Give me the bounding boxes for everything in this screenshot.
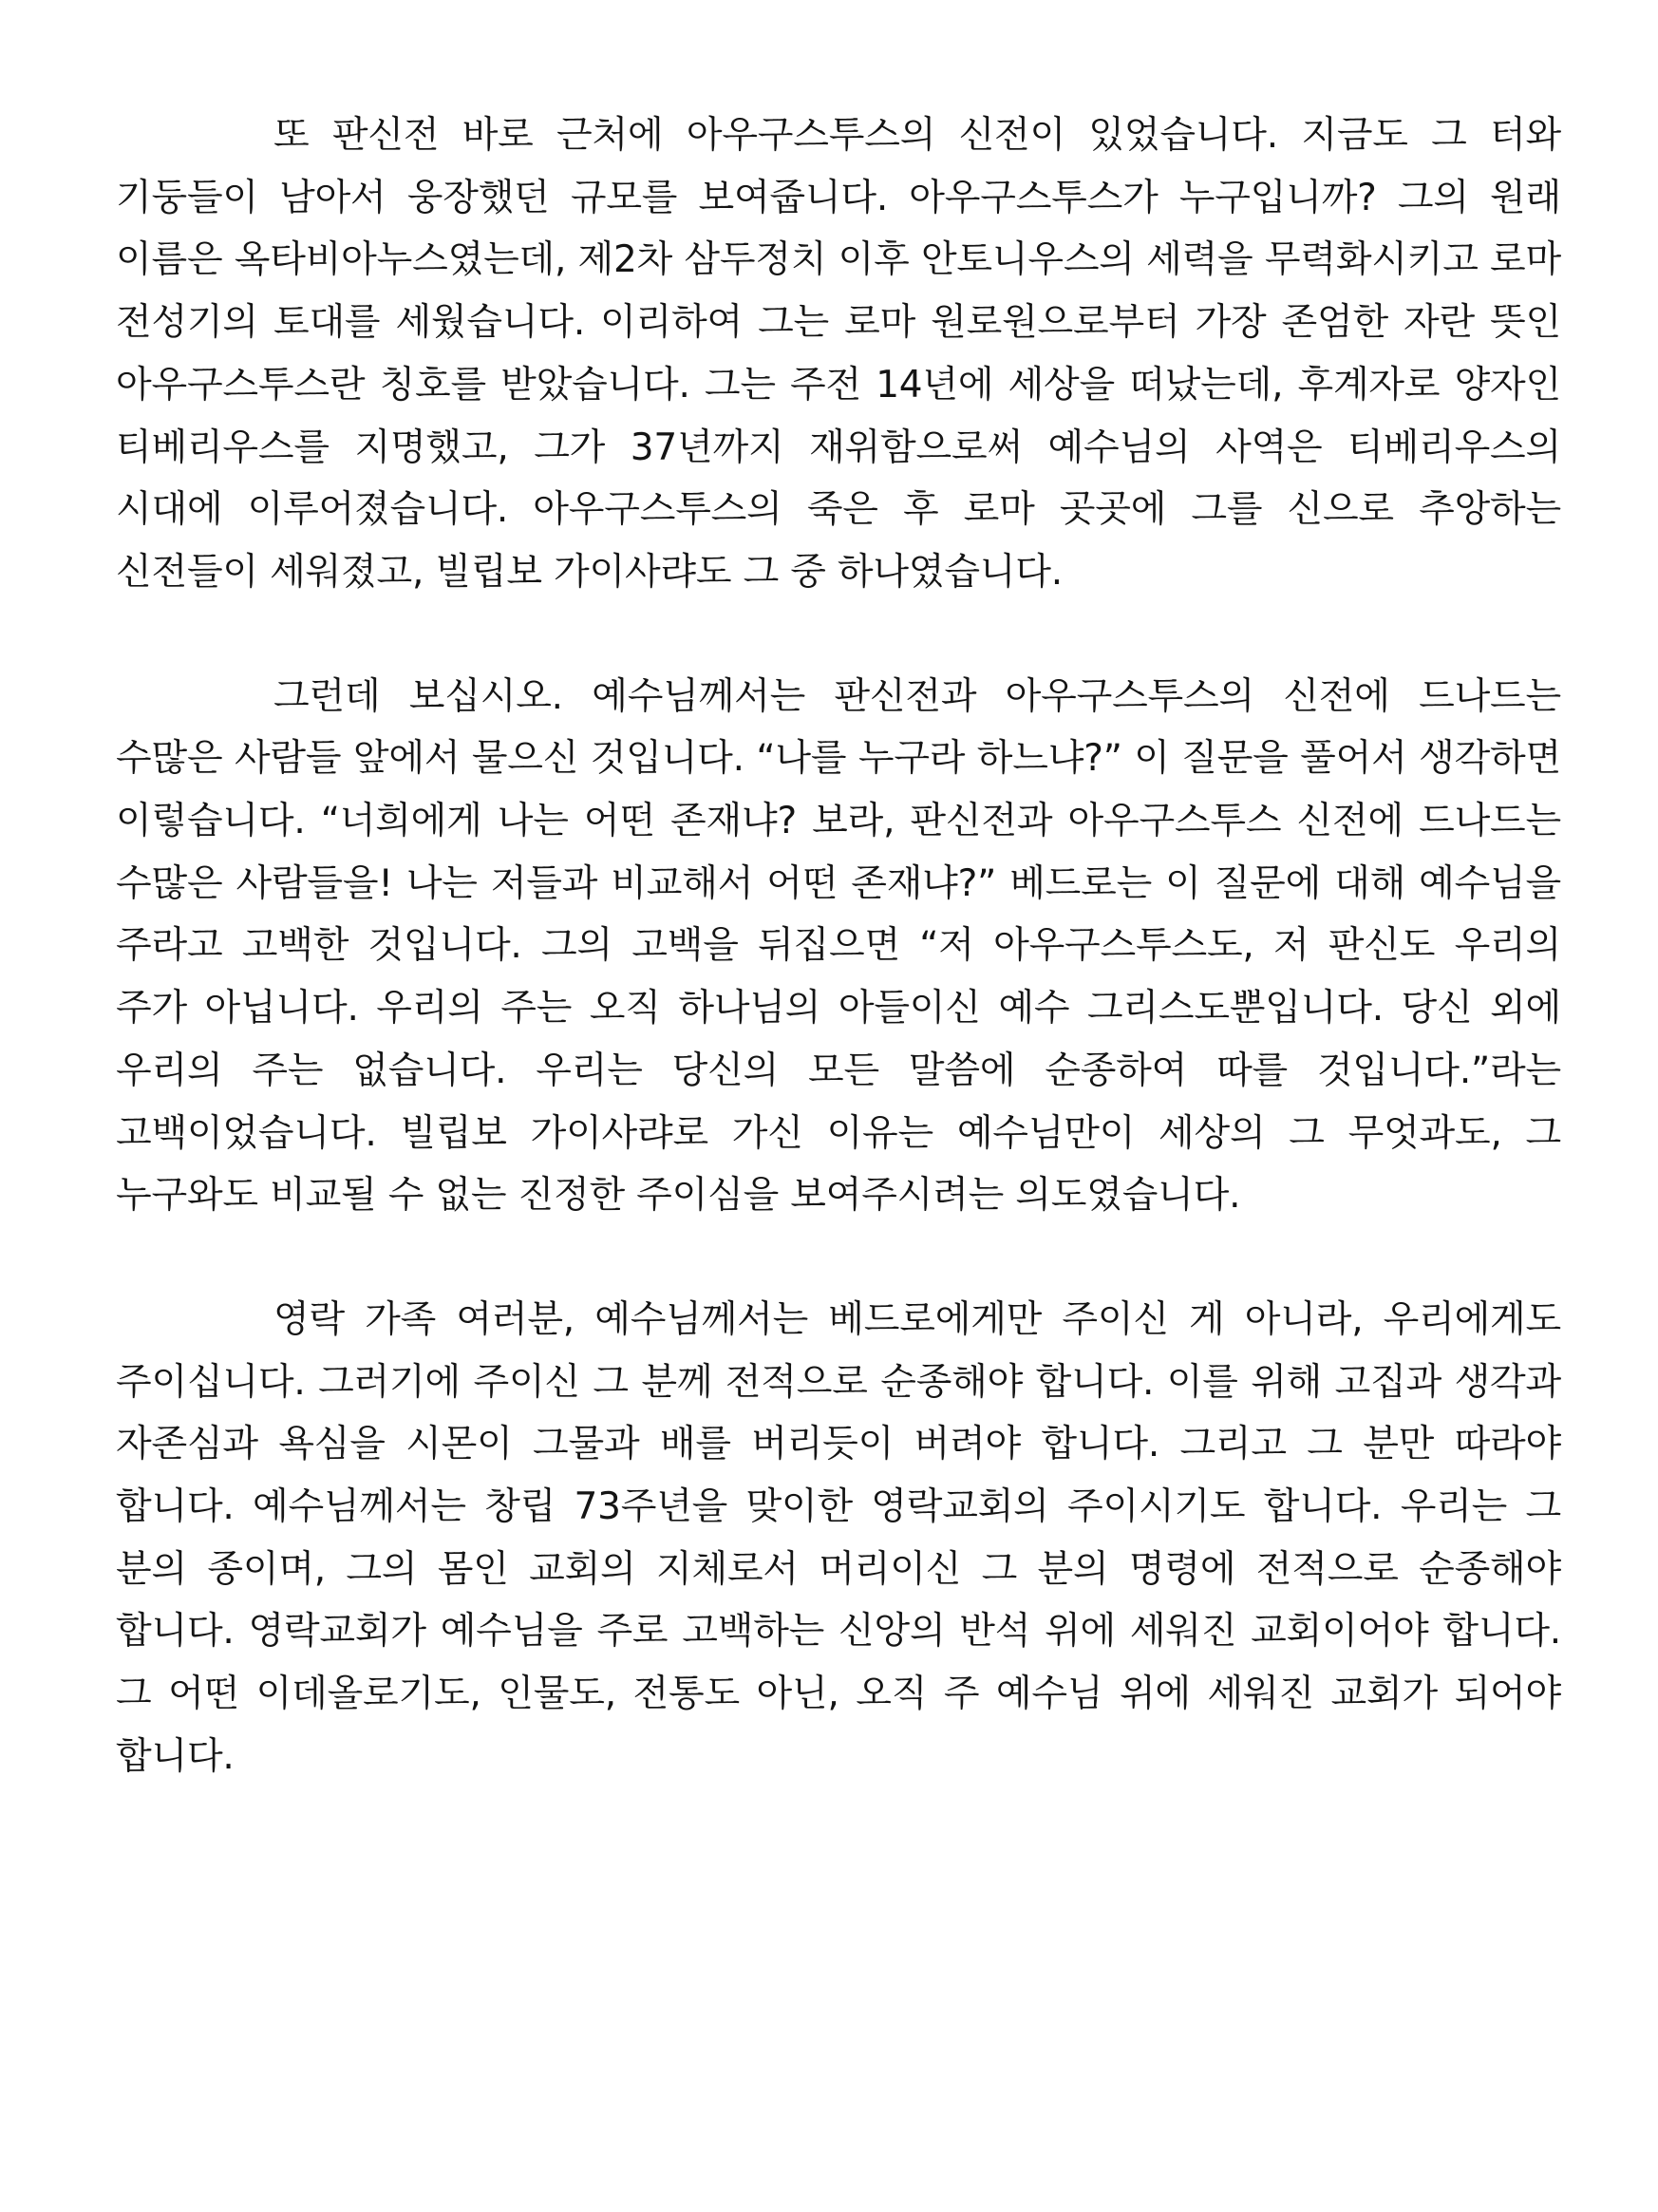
paragraph-yeongnak-family: 영락 가족 여러분, 예수님께서는 베드로에게만 주이신 게 아니라, 우리에게도 주이십니다. 그러기에 주이신 그 분께 전적으로 순종해야 합니다. 이를 위해 고집과 생각과 자존심과 욕심을 시몬이 그물과 배를 버리듯이 버려야 합니다. 그리고 그 분만 따라야 합니다. 예수님께서는 창립 73주년을 맞이한 영락교회의 주이시기도 합니다. 우리는 그 분의 종이며, 그의 몸인 교회의 지체로서 머리이신 그 분의 명령에 전적으로 순종해야 합니다. 영락교회가 예수님을 주로 고백하는 신앙의 반석 위에 세워진 교회이어야 합니다. 그 어떤 이데올로기도, 인물도, 전통도 아닌, 오직 주 예수님 위에 세워진 교회가 되어야 합니다. [116,1297,1561,1778]
paragraph-who-am-i: 그런데 보십시오. 예수님께서는 판신전과 아우구스투스의 신전에 드나드는 수많은 사람들 앞에서 물으신 것입니다. “나를 누구라 하느냐?” 이 질문을 풀어서 생각하면 이렇습니다. “너희에게 나는 어떤 존재냐? 보라, 판신전과 아우구스투스 신전에 드나드는 수많은 사람들을! 나는 저들과 비교해서 어떤 존재냐?” 베드로는 이 질문에 대해 예수님을 주라고 고백한 것입니다. 그의 고백을 뒤집으면 “저 아우구스투스도, 저 판신도 우리의 주가 아닙니다. 우리의 주는 오직 하나님의 아들이신 예수 그리스도뿐입니다. 당신 외에 우리의 주는 없습니다. 우리는 당신의 모든 말씀에 순종하여 따를 것입니다.”라는 고백이었습니다. 빌립보 가이사랴로 가신 이유는 예수님만이 세상의 그 무엇과도, 그 누구와도 비교될 수 없는 진정한 주이심을 보여주시려는 의도였습니다. [116,674,1561,1218]
document-body [116,104,1561,1788]
paragraph-augustus-temple: 또 판신전 바로 근처에 아우구스투스의 신전이 있었습니다. 지금도 그 터와 기둥들이 남아서 웅장했던 규모를 보여줍니다. 아우구스투스가 누구입니까? 그의 원래 이름은 옥타비아누스였는데, 제2차 삼두정치 이후 안토니우스의 세력을 무력화시키고 로마 전성기의 토대를 세웠습니다. 이리하여 그는 로마 원로원으로부터 가장 존엄한 자란 뜻인 아우구스투스란 칭호를 받았습니다. 그는 주전 14년에 세상을 떠났는데, 후계자로 양자인 티베리우스를 지명했고, 그가 37년까지 재위함으로써 예수님의 사역은 티베리우스의 시대에 이루어졌습니다. 아우구스투스의 죽은 후 로마 곳곳에 그를 신으로 추앙하는 신전들이 세워졌고, 빌립보 가이사랴도 그 중 하나였습니다. [116,114,1561,594]
